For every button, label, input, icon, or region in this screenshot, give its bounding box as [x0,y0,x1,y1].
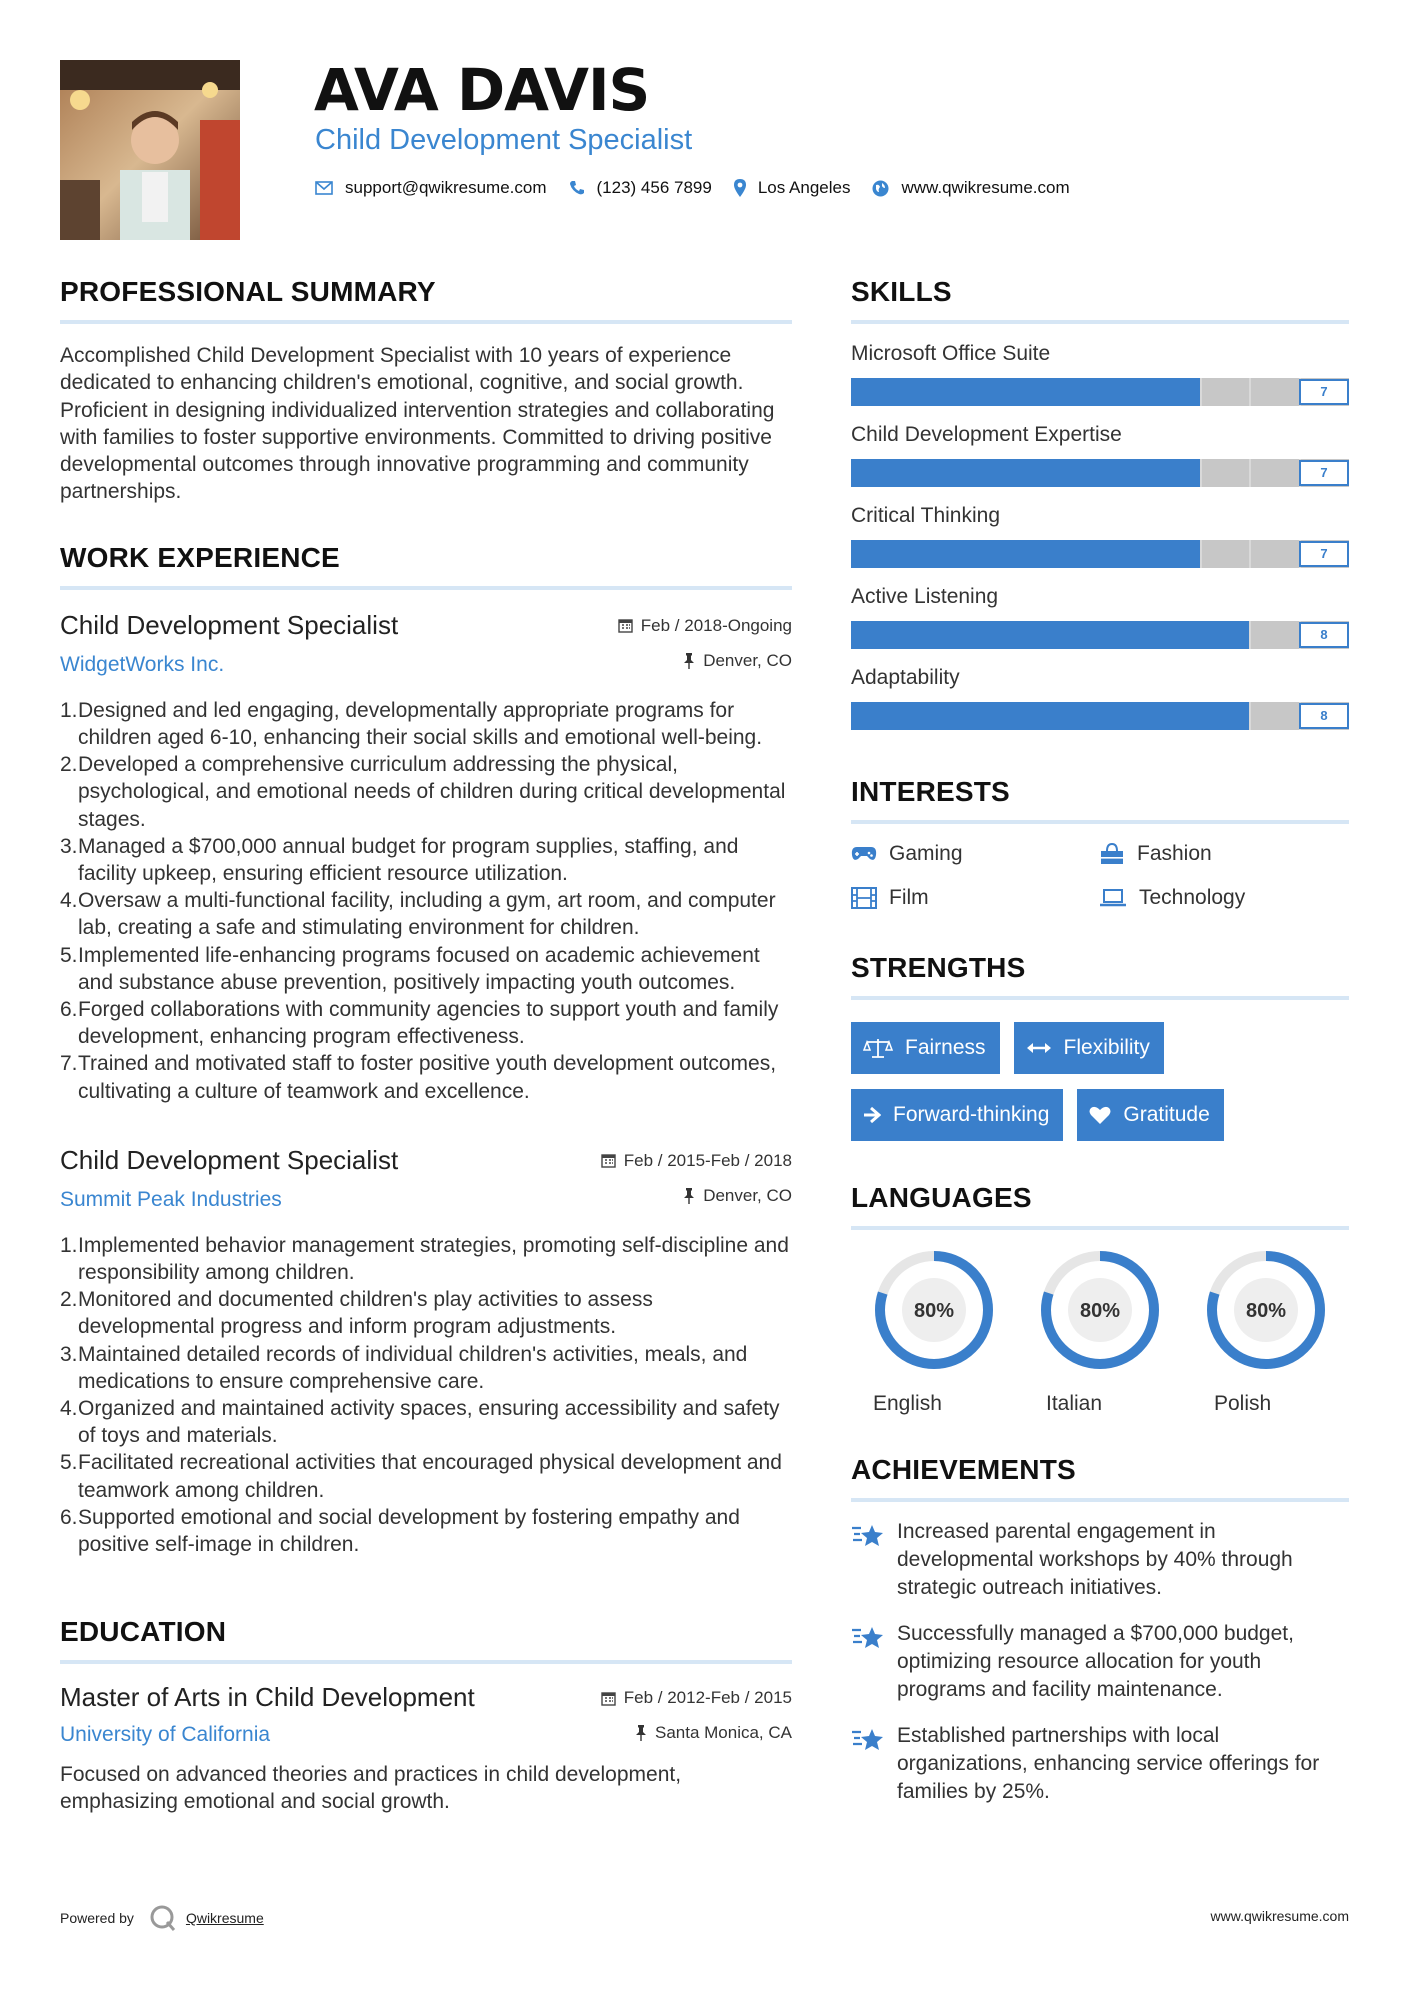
skill-bar-fill [851,459,1200,487]
skill-bar-segment [1050,540,1052,568]
experience-title: WORK EXPERIENCE [60,541,340,573]
skill-bar-segment [1100,621,1102,649]
interest-label: Fashion [1137,842,1212,865]
skill-bar-segment [1249,702,1251,730]
job-company: WidgetWorks Inc. [60,652,225,676]
interest-item [851,842,1099,866]
pushpin-icon [683,653,695,669]
skill-bar-segment [1100,459,1102,487]
skills-list [851,342,1349,730]
left-column [60,276,792,1815]
contact-website[interactable] [872,178,1069,198]
footer-url[interactable]: www.qwikresume.com [1210,1908,1349,1924]
job-location [683,651,792,671]
strengths-list [851,1022,1349,1156]
skill-bar-segment [1249,540,1251,568]
skill-bar-segment [1150,540,1152,568]
section-divider [851,320,1349,324]
arrows-horizontal-icon [1026,1041,1052,1055]
list-item: 2. Monitored and documented children's play activities to assess developmental progress and inform program adjustments. [60,1288,653,1339]
skill-bar-segment [1249,459,1251,487]
language-item [851,1248,1017,1416]
phone-icon [569,180,585,196]
list-item: 6. Supported emotional and social development by fostering empathy and positive self-image in children. [60,1505,740,1557]
skill-bar-segment [1000,702,1002,730]
skill-bar-segment [1200,459,1202,487]
interest-label: Gaming [889,842,963,865]
skill-item [851,423,1349,487]
skill-bar-segment [1150,459,1152,487]
skill-bar-segment [1050,378,1052,406]
job-title: Child Development Specialist [60,1144,399,1175]
calendar-icon [618,618,633,633]
skill-level-badge: 7 [1299,379,1349,405]
interest-item [1099,886,1347,910]
skill-bar-segment [1249,621,1251,649]
language-name: English [873,1392,942,1415]
section-divider [851,1498,1349,1502]
languages-section [851,1182,1349,1416]
job-date [618,616,792,636]
skill-bar-segment [951,702,953,730]
skill-bar-segment [901,459,903,487]
interest-item [851,886,1099,910]
skill-bar-segment [901,702,903,730]
list-item: 4. Organized and maintained activity spaces, ensuring accessibility and safety of toys and materials. [60,1397,780,1448]
strength-chip [1014,1022,1164,1074]
gamepad-icon [851,845,877,863]
section-divider [851,1226,1349,1230]
skill-bar-segment [951,459,953,487]
education-date-text: Feb / 2012-Feb / 2015 [623,1688,792,1708]
skill-bar-segment [1249,378,1251,406]
section-divider [851,820,1349,824]
list-item: 1. Implemented behavior management strategies, promoting self-discipline and responsibility among children. [60,1233,789,1285]
language-name: Italian [1046,1392,1103,1415]
job-entry [60,610,792,1105]
powered-by-label: Powered by [60,1910,134,1926]
strengths-section [851,952,1349,1156]
education-description: Focused on advanced theories and practices in child development, emphasizing emotional and social growth. [60,1763,682,1814]
language-percent: 80% [1079,1300,1121,1322]
interest-label: Technology [1139,886,1246,909]
job-entry [60,1145,792,1558]
skill-bar-fill [851,540,1200,568]
job-date-text: Feb / 2015-Feb / 2018 [623,1150,792,1170]
section-divider [60,586,792,590]
interests-list [851,842,1349,910]
location-text: Los Angeles [757,178,851,197]
education-entry [60,1682,792,1815]
pushpin-icon [683,1188,695,1204]
job-location-text: Denver, CO [703,650,792,670]
job-bullets [60,697,792,1105]
right-column [851,276,1349,1806]
skill-name: Critical Thinking [851,504,1000,527]
laptop-icon [1099,888,1127,908]
language-progress-ring [872,1248,996,1372]
achievement-text: Established partnerships with local organizations, enhancing service offerings for families by 25%. [897,1724,1320,1803]
list-item: 5. Facilitated recreational activities that encouraged physical development and teamwork among children. [60,1451,782,1502]
interests-section [851,776,1349,910]
strengths-title: STRENGTHS [851,952,1026,983]
skill-bar-segment [1050,702,1052,730]
achievement-item [851,1722,1349,1806]
arrow-right-icon [863,1106,881,1124]
section-divider [60,320,792,324]
website-text: www.qwikresume.com [901,178,1070,197]
skill-level-badge: 7 [1299,460,1349,486]
strength-label: Gratitude [1123,1103,1210,1126]
skill-item [851,585,1349,649]
job-location [683,1186,792,1206]
skill-bar-segment [951,378,953,406]
skill-bar-segment [901,378,903,406]
languages-list [851,1248,1349,1416]
skill-bar-segment [1000,621,1002,649]
skill-bar-segment [1100,702,1102,730]
achievement-item [851,1518,1349,1602]
skill-bar-segment [951,540,953,568]
school-name: University of California [60,1723,271,1747]
profile-photo-image [60,60,240,240]
contact-email[interactable] [315,178,547,198]
languages-title: LANGUAGES [851,1182,1032,1213]
job-company: Summit Peak Industries [60,1187,282,1211]
section-divider [60,1660,792,1664]
education-section [60,1616,792,1815]
brand-link[interactable]: Qwikresume [185,1910,264,1926]
list-item: 7. Trained and motivated staff to foster positive youth development outcomes, cultivating a culture of teamwork and excellence. [60,1052,777,1103]
list-item: 3. Managed a $700,000 annual budget for program supplies, staffing, and facility upkeep, ensuring efficient resource utilization. [60,834,739,885]
contact-phone[interactable] [569,178,712,198]
job-bullets [60,1232,792,1558]
strength-label: Flexibility [1063,1036,1150,1059]
skill-level-badge: 7 [1299,541,1349,567]
globe-icon [872,180,889,197]
job-date [601,1151,792,1171]
skill-bar [851,540,1349,568]
summary-text: Accomplished Child Development Specialist with 10 years of experience dedicated to enhancing children's emotional, cognitive, and social growth. Proficient in designing individualized intervention strategies and collaborating with families to foster supportive environments. Committed to driving positive developmental outcomes through innovative programming and community partnerships. [60,344,775,504]
interests-title: INTERESTS [851,776,1010,807]
envelope-icon [315,181,333,195]
interest-label: Film [889,886,929,909]
skill-bar-segment [1100,378,1102,406]
profile-photo [60,60,240,240]
language-item [1183,1248,1349,1416]
strength-chip [851,1089,1063,1141]
achievement-item [851,1620,1349,1704]
contact-location [734,178,851,198]
experience-section [60,542,792,1558]
language-name: Polish [1214,1392,1272,1415]
email-text: support@qwikresume.com [345,178,547,197]
skill-bar-segment [1150,702,1152,730]
strength-label: Forward-thinking [893,1103,1050,1126]
skill-bar-segment [1150,378,1152,406]
skill-bar-segment [1000,459,1002,487]
job-title: Child Development Specialist [60,609,399,640]
skill-bar-segment [951,621,953,649]
film-icon [851,887,877,909]
skill-bar-segment [1200,540,1202,568]
skill-name: Adaptability [851,666,960,689]
skill-bar-segment [1050,621,1052,649]
skill-name: Microsoft Office Suite [851,342,1051,365]
list-item: 5. Implemented life-enhancing programs focused on academic achievement and substance abuse prevention, positively impacting youth outcomes. [60,943,760,994]
skill-bar-segment [1000,378,1002,406]
shooting-star-icon [851,1522,885,1550]
skill-bar-segment [901,540,903,568]
skills-title: SKILLS [851,276,952,307]
candidate-role: Child Development Specialist [315,124,693,156]
language-progress-ring [1204,1248,1328,1372]
skill-bar-fill [851,378,1200,406]
skill-level-badge: 8 [1299,622,1349,648]
achievements-section [851,1454,1349,1806]
skill-bar-segment [901,621,903,649]
skill-item [851,342,1349,406]
language-progress-ring [1038,1248,1162,1372]
summary-section [60,276,792,506]
skill-bar-segment [1050,459,1052,487]
calendar-icon [601,1153,616,1168]
skill-bar-segment [1200,378,1202,406]
skill-bar-segment [1000,540,1002,568]
job-date-text: Feb / 2018-Ongoing [640,615,792,635]
achievement-text: Increased parental engagement in developmental workshops by 40% through strategic outreach initiatives. [897,1520,1293,1599]
achievements-title: ACHIEVEMENTS [851,1454,1076,1485]
contact-row [315,178,1092,198]
skill-name: Active Listening [851,585,999,608]
skill-bar-segment [1200,702,1202,730]
skill-item [851,504,1349,568]
skill-name: Child Development Expertise [851,423,1122,446]
skill-bar [851,378,1349,406]
shooting-star-icon [851,1726,885,1754]
skill-level-badge: 8 [1299,703,1349,729]
summary-title: PROFESSIONAL SUMMARY [60,276,436,307]
heart-icon [1089,1105,1111,1125]
education-date [601,1688,792,1708]
balance-scale-icon [863,1037,893,1059]
list-item: 4. Oversaw a multi-functional facility, including a gym, art room, and computer lab, creating a safe and stimulating environment for children. [60,889,776,940]
pushpin-icon [635,1725,647,1741]
phone-text: (123) 456 7899 [596,178,712,197]
education-title: EDUCATION [60,1616,227,1648]
list-item: 3. Maintained detailed records of individual children's activities, meals, and medications to ensure comprehensive care. [60,1342,748,1393]
candidate-name: AVA DAVIS [314,56,650,124]
skill-item [851,666,1349,730]
skill-bar [851,459,1349,487]
job-location-text: Denver, CO [703,1185,792,1205]
list-item: 2. Developed a comprehensive curriculum addressing the physical, psychological, and emotional needs of children during critical developmental stages. [60,753,786,831]
skill-bar [851,621,1349,649]
section-divider [851,996,1349,1000]
strength-label: Fairness [905,1036,986,1059]
calendar-icon [601,1691,616,1706]
list-item: 1. Designed and led engaging, developmentally appropriate programs for children aged 6-10, enhancing their social skills and emotional well-being. [60,698,763,749]
shooting-star-icon [851,1624,885,1652]
language-item [1017,1248,1183,1416]
language-percent: 80% [1245,1300,1287,1322]
skills-section [851,276,1349,730]
list-item: 6. Forged collaborations with community agencies to support youth and family development, enhancing program effectiveness. [60,998,779,1049]
interest-item [1099,842,1347,866]
language-percent: 80% [913,1300,955,1322]
qwikresume-logo-icon [148,1903,178,1933]
strength-chip [851,1022,1000,1074]
skill-bar [851,702,1349,730]
strength-chip [1077,1089,1223,1141]
skill-bar-segment [1100,540,1102,568]
education-location-text: Santa Monica, CA [654,1723,792,1743]
skill-bar-segment [1150,621,1152,649]
map-pin-icon [734,179,746,197]
achievement-text: Successfully managed a $700,000 budget, optimizing resource allocation for youth programs and facility maintenance. [897,1622,1294,1701]
degree-title: Master of Arts in Child Development [60,1682,475,1713]
handbag-icon [1099,843,1125,865]
skill-bar-segment [1200,621,1202,649]
powered-by [60,1903,264,1933]
education-location [635,1723,792,1743]
